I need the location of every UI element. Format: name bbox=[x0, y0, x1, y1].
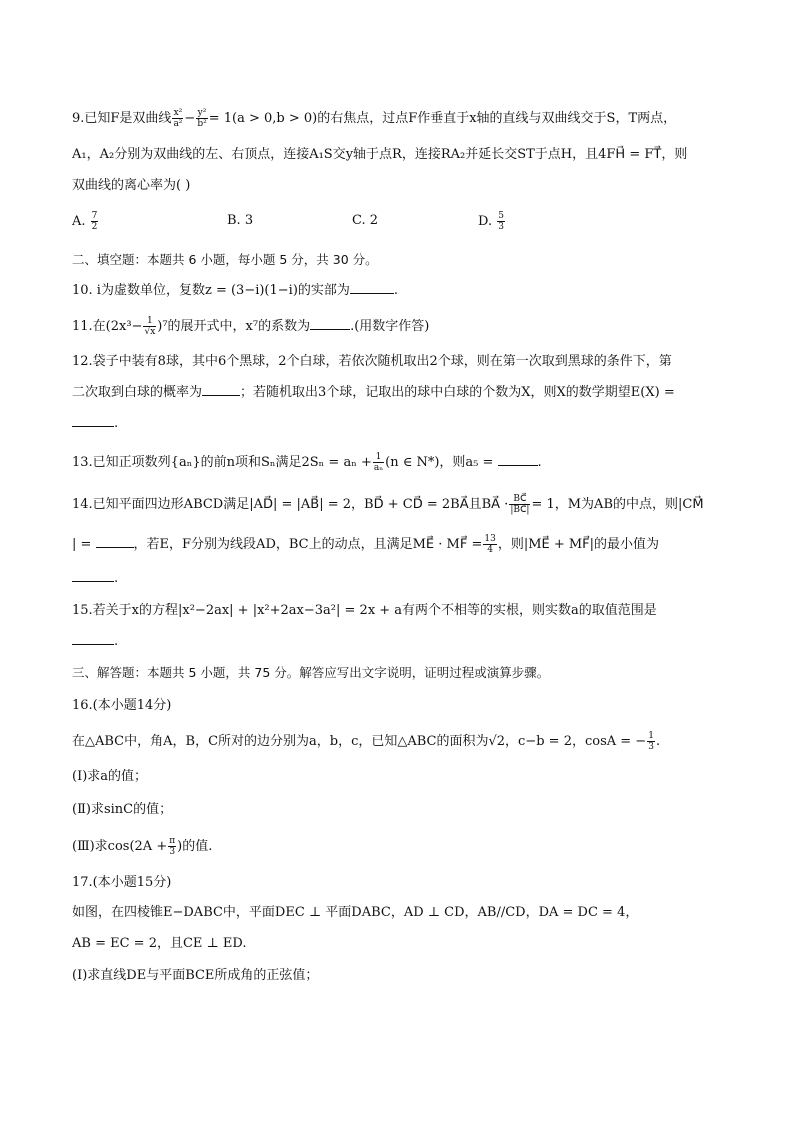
answer-blank bbox=[350, 281, 394, 294]
answer-blank bbox=[310, 317, 350, 330]
period: . bbox=[114, 416, 119, 431]
period: . bbox=[655, 734, 661, 749]
q9-line-2: A₁，A₂分别为双曲线的左、右顶点，连接A₁S交y轴于点R，连接RA₂并延长交ST于点H，且4FH⃗ = FT⃗，则 bbox=[72, 147, 688, 162]
denominator: 3 bbox=[648, 742, 654, 752]
q12-text: ；若随机取出3个球，记取出的球中白球的个数为X，则X的数学期望E(X) = bbox=[240, 385, 675, 400]
q16-text: (Ⅲ)求cos(2A + bbox=[72, 839, 168, 854]
fraction bbox=[196, 108, 207, 129]
denominator: √x bbox=[144, 327, 156, 337]
section-heading-fill-in: 二、填空题：本题共 6 小题，每小题 5 分，共 30 分。 bbox=[72, 252, 378, 267]
q16-part-1: (Ⅰ)求a的值； bbox=[72, 769, 148, 784]
numerator: y² bbox=[197, 108, 207, 118]
denominator: a² bbox=[173, 119, 183, 129]
q11-text: 11.在(2x³− bbox=[72, 319, 143, 334]
q12-text: 二次取到白球的概率为 bbox=[72, 385, 203, 400]
q12-line-3 bbox=[72, 414, 118, 434]
answer-blank bbox=[96, 535, 134, 548]
q13 bbox=[72, 452, 542, 473]
denominator: |BC⃗| bbox=[510, 505, 530, 515]
choice-c: C. 2 bbox=[352, 213, 379, 228]
numerator: 7 bbox=[91, 211, 98, 221]
q14-line-1 bbox=[72, 494, 704, 515]
answer-blank bbox=[202, 383, 240, 396]
choice-d bbox=[478, 211, 506, 232]
period: . bbox=[114, 634, 119, 649]
denominator: 3 bbox=[498, 222, 504, 232]
q10 bbox=[72, 281, 398, 301]
denominator: 3 bbox=[169, 847, 176, 857]
fraction bbox=[168, 836, 176, 857]
fraction bbox=[143, 316, 156, 337]
q11-text: .(用数字作答) bbox=[350, 319, 430, 334]
q16-text: )的值. bbox=[177, 839, 213, 854]
q16-part-2: (Ⅱ)求sinC的值； bbox=[72, 802, 173, 817]
q11-text: )⁷的展开式中，x⁷的系数为 bbox=[157, 319, 311, 334]
q9-line-1 bbox=[72, 108, 676, 129]
numerator: 5 bbox=[498, 211, 504, 221]
q14-text: 14.已知平面四边形ABCD满足|AD⃗| = |AB⃗| = 2，BD⃗ + CD⃗ = 2BA⃗且BA⃗ · bbox=[72, 497, 509, 512]
q15-line-2 bbox=[72, 632, 118, 652]
q14-text: ，则|ME⃗ + MF⃗|的最小值为 bbox=[497, 537, 660, 552]
numerator: 1 bbox=[143, 316, 156, 327]
choice-a bbox=[72, 211, 99, 232]
q17-line-1: 如图，在四棱锥E−DABC中，平面DEC ⊥ 平面DABC，AD ⊥ CD，AB//CD，DA = DC = 4， bbox=[72, 905, 639, 920]
q14-text: | = bbox=[72, 537, 92, 552]
q17-heading: 17.(本小题15分) bbox=[72, 875, 172, 890]
denominator: b² bbox=[197, 119, 207, 129]
numerator: 1 bbox=[373, 452, 384, 463]
numerator: π bbox=[169, 836, 176, 846]
fraction bbox=[172, 108, 183, 129]
fraction bbox=[497, 211, 505, 232]
choice-label: D. bbox=[478, 214, 493, 229]
fraction bbox=[483, 534, 496, 555]
answer-blank bbox=[72, 569, 114, 582]
numerator: 1 bbox=[648, 731, 654, 741]
q17-part-1: (Ⅰ)求直线DE与平面BCE所成角的正弦值； bbox=[72, 968, 319, 983]
q16-heading: 16.(本小题14分) bbox=[72, 698, 172, 713]
answer-blank bbox=[498, 453, 538, 466]
fraction bbox=[509, 494, 530, 515]
q14-line-2 bbox=[72, 534, 659, 555]
denominator: 4 bbox=[487, 545, 493, 555]
q14-text: ，若E，F分别为线段AD，BC上的动点，且满足ME⃗ · MF⃗ = bbox=[133, 537, 483, 552]
period: . bbox=[114, 571, 119, 586]
fraction bbox=[373, 452, 384, 473]
q16-part-3 bbox=[72, 836, 212, 857]
period: . bbox=[393, 283, 399, 298]
minus-sign: − bbox=[184, 111, 196, 126]
q9-text: 9.已知F是双曲线 bbox=[72, 111, 172, 126]
q9-text: = 1(a > 0,b > 0)的右焦点，过点F作垂直于x轴的直线与双曲线交于S，T两点， bbox=[208, 111, 677, 126]
choice-label: A. bbox=[72, 214, 86, 229]
choice-b: B. 3 bbox=[227, 213, 254, 228]
q16-text: 在△ABC中，角A，B，C所对的边分别为a，b，c，已知△ABC的面积为√2，c−b = 2，cosA = − bbox=[72, 734, 647, 749]
answer-blank bbox=[72, 632, 114, 645]
q14-line-3 bbox=[72, 569, 118, 589]
section-heading-solutions: 三、解答题：本题共 5 小题，共 75 分。解答应写出文字说明，证明过程或演算步骤。 bbox=[72, 665, 550, 680]
answer-blank bbox=[72, 414, 114, 427]
q12-line-2 bbox=[72, 383, 675, 403]
q17-line-2: AB = EC = 2，且CE ⊥ ED. bbox=[72, 936, 247, 951]
q13-text: 13.已知正项数列{aₙ}的前n项和Sₙ满足2Sₙ = aₙ + bbox=[72, 455, 372, 470]
numerator: x² bbox=[173, 108, 183, 118]
q13-text: (n ∈ N*)，则a₅ = bbox=[385, 455, 494, 470]
q16-stem bbox=[72, 731, 660, 752]
q11 bbox=[72, 316, 429, 337]
q14-text: = 1，M为AB的中点，则|CM⃗ bbox=[531, 497, 704, 512]
q10-text: 10. i为虚数单位，复数z = (3−i)(1−i)的实部为 bbox=[72, 283, 350, 298]
numerator: 13 bbox=[484, 534, 496, 544]
q15-line-1: 15.若关于x的方程|x²−2ax| + |x²+2ax−3a²| = 2x + a有两个不相等的实根，则实数a的取值范围是 bbox=[72, 603, 657, 618]
fraction bbox=[647, 731, 655, 752]
denominator: 2 bbox=[91, 222, 98, 232]
period: . bbox=[537, 455, 542, 470]
fraction bbox=[91, 211, 99, 232]
denominator: aₙ bbox=[373, 463, 384, 473]
numerator: BC⃗ bbox=[509, 494, 530, 505]
q9-line-3: 双曲线的离心率为( ) bbox=[72, 178, 191, 193]
q12-line-1: 12.袋子中装有8球，其中6个黑球，2个白球，若依次随机取出2个球，则在第一次取到黑球的条件下，第 bbox=[72, 354, 672, 369]
